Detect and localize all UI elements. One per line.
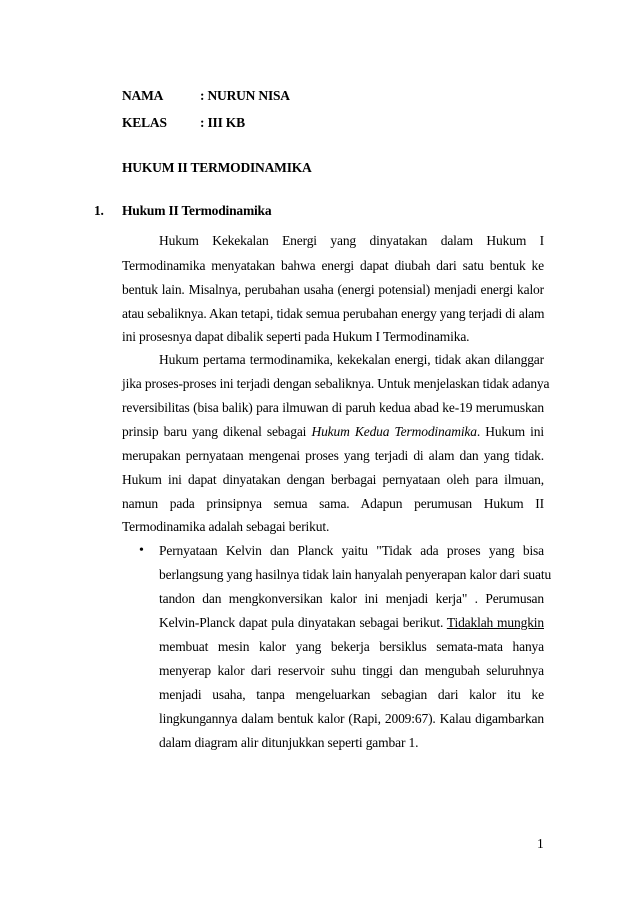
para2-line-3: reversibilitas (bisa balik) para ilmuwan di paruh kedua abad ke-19 merumuskan xyxy=(122,400,544,415)
para2-line-4-pre: prinsip baru yang dikenal sebagai xyxy=(122,424,312,439)
name-label: NAMA xyxy=(122,88,164,103)
para1-line-2: Termodinamika menyatakan bahwa energi dapat diubah dari satu bentuk ke xyxy=(122,258,544,273)
bullet-line-4-pre: Kelvin-Planck dapat pula dinyatakan sebagai berikut. xyxy=(159,615,447,630)
bullet-line-2: berlangsung yang hasilnya tidak lain hanyalah penyerapan kalor dari suatu xyxy=(159,567,552,582)
para1-line-1: Hukum Kekekalan Energi yang dinyatakan dalam Hukum I xyxy=(159,233,544,248)
para2-line-4-post: . Hukum ini xyxy=(476,424,544,439)
para2-line-7: namun pada prinsipnya semua sama. Adapun perumusan Hukum II xyxy=(122,496,544,511)
para2-line-2: jika proses-proses ini terjadi dengan sebaliknya. Untuk menjelaskan tidak adanya xyxy=(122,376,550,391)
page-number: 1 xyxy=(537,836,544,851)
bullet-line-9: dalam diagram alir ditunjukkan seperti gambar 1. xyxy=(159,735,419,750)
bullet-line-1: Pernyataan Kelvin dan Planck yaitu "Tidak ada proses yang bisa xyxy=(159,543,544,558)
bullet-line-4 xyxy=(159,614,544,632)
bullet-line-6: menyerap kalor dari reservoir suhu tinggi dan mengubah seluruhnya xyxy=(159,663,544,678)
para2-line-8: Termodinamika adalah sebagai berikut. xyxy=(122,519,330,534)
para2-line-4 xyxy=(122,423,544,441)
underlined-statement: Tidaklah mungkin xyxy=(446,615,544,630)
para1-line-3: bentuk lain. Misalnya, perubahan usaha (energi potensial) menjadi energi kalor xyxy=(122,282,544,297)
name-value: : NURUN NISA xyxy=(200,88,290,103)
para2-line-6: Hukum ini dapat dinyatakan dengan berbagai pernyataan oleh para ilmuan, xyxy=(122,472,544,487)
bullet-line-5: membuat mesin kalor yang bekerja bersiklus semata-mata hanya xyxy=(159,639,544,654)
bullet-line-3: tandon dan mengkonversikan kalor ini menjadi kerja" . Perumusan xyxy=(159,591,544,606)
bullet-line-7: menjadi usaha, tanpa mengeluarkan sebagian dari kalor itu ke xyxy=(159,687,544,702)
section-heading: Hukum II Termodinamika xyxy=(122,203,272,218)
hukum-kedua-emphasis: Hukum Kedua Termodinamika xyxy=(311,424,477,439)
para1-line-4: atau sebaliknya. Akan tetapi, tidak semua perubahan energy yang terjadi di alam xyxy=(122,306,545,321)
para1-line-5: ini prosesnya dapat dibalik seperti pada Hukum I Termodinamika. xyxy=(122,329,470,344)
document-title: HUKUM II TERMODINAMIKA xyxy=(122,160,312,175)
class-value: : III KB xyxy=(200,115,245,130)
bullet-line-8: lingkungannya dalam bentuk kalor (Rapi, 2009:67). Kalau digambarkan xyxy=(159,711,544,726)
section-number: 1. xyxy=(94,203,104,218)
para2-line-1: Hukum pertama termodinamika, kekekalan energi, tidak akan dilanggar xyxy=(159,352,544,367)
para2-line-5: merupakan pernyataan mengenai proses yang terjadi di alam dan yang tidak. xyxy=(122,448,544,463)
bullet-icon: • xyxy=(139,543,144,558)
class-label: KELAS xyxy=(122,115,167,130)
